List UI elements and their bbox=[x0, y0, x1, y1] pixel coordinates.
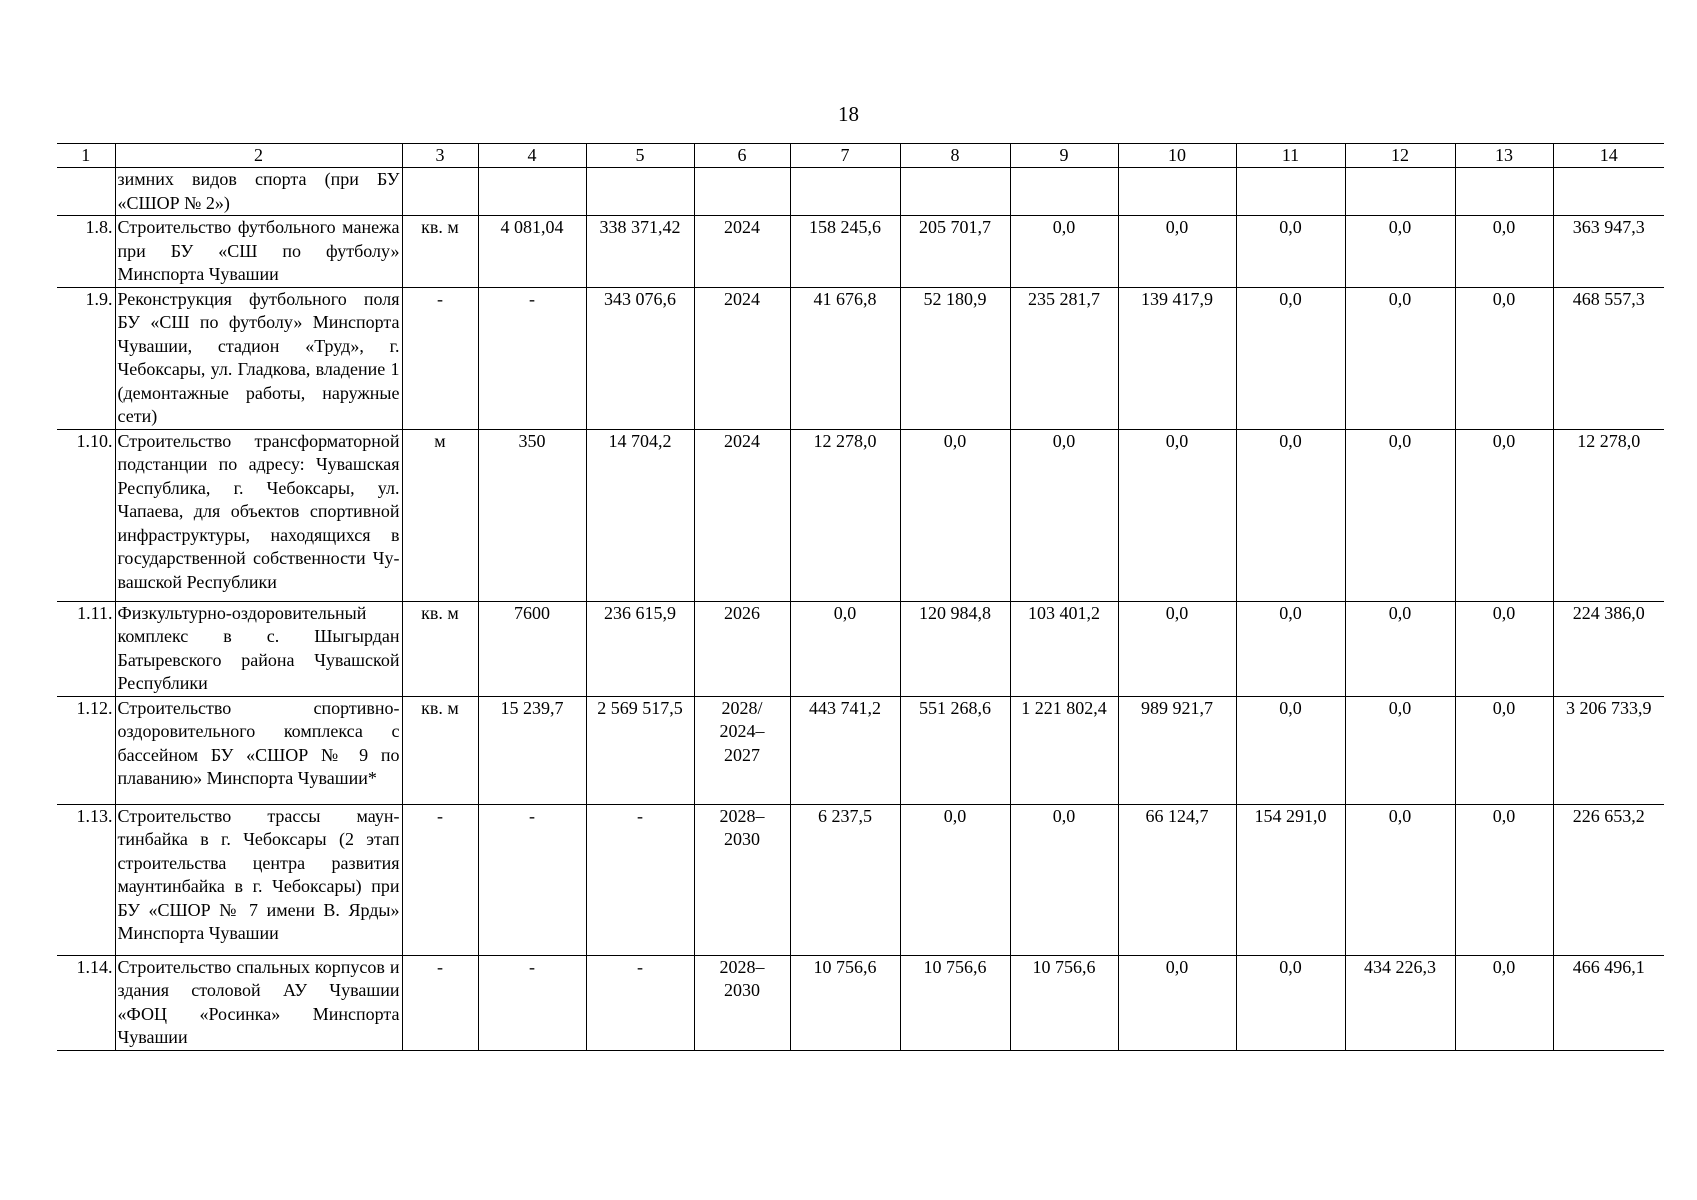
row-number: 1.8. bbox=[57, 216, 115, 288]
value-cell: 0,0 bbox=[1345, 696, 1455, 804]
table-row bbox=[57, 216, 1664, 288]
unit-cell: - bbox=[402, 955, 478, 1050]
unit-cell: - bbox=[402, 287, 478, 429]
value-cell: 0,0 bbox=[1236, 216, 1345, 288]
value-cell: 0,0 bbox=[1236, 601, 1345, 696]
period-cell: 2028– 2030 bbox=[694, 804, 790, 955]
column-header: 9 bbox=[1010, 144, 1118, 168]
value-cell: 205 701,7 bbox=[900, 216, 1010, 288]
cost-cell: - bbox=[586, 804, 694, 955]
value-cell: 0,0 bbox=[1345, 216, 1455, 288]
period-cell bbox=[694, 168, 790, 216]
capacity-cell: 350 bbox=[478, 429, 586, 601]
unit-cell: м bbox=[402, 429, 478, 601]
column-header: 1 bbox=[57, 144, 115, 168]
total-cell: 468 557,3 bbox=[1553, 287, 1664, 429]
period-cell: 2028/ 2024– 2027 bbox=[694, 696, 790, 804]
value-cell: 158 245,6 bbox=[790, 216, 900, 288]
value-cell: 52 180,9 bbox=[900, 287, 1010, 429]
total-cell bbox=[1553, 168, 1664, 216]
value-cell bbox=[1455, 168, 1553, 216]
value-cell: 0,0 bbox=[1455, 601, 1553, 696]
object-name: Реконструкция футбольного поля БУ «СШ по футболу» Минспорта Чувашии, стадион «Труд», г. Чебоксары, ул. Гладкова, владение 1 (демонтажные работы, наружные сети) bbox=[115, 287, 402, 429]
cost-cell: 2 569 517,5 bbox=[586, 696, 694, 804]
object-name: Строительство трассы маунтинбайка в г. Чебоксары (2 этап строительства центра развития маунтинбайка в г. Чебоксары) при БУ «СШОР № 7 имени В. Ярды» Минспорта Чувашии bbox=[115, 804, 402, 955]
period-cell: 2028– 2030 bbox=[694, 955, 790, 1050]
period-cell: 2024 bbox=[694, 287, 790, 429]
object-name: Строительство футбольного манежа при БУ «СШ по футболу» Минспорта Чувашии bbox=[115, 216, 402, 288]
value-cell: 434 226,3 bbox=[1345, 955, 1455, 1050]
column-header: 10 bbox=[1118, 144, 1236, 168]
total-cell: 466 496,1 bbox=[1553, 955, 1664, 1050]
value-cell bbox=[1118, 168, 1236, 216]
value-cell: 0,0 bbox=[1118, 429, 1236, 601]
object-name: Строительство трансформаторной подстанции по адресу: Чувашская Республика, г. Чебоксары, ул. Чапаева, для объектов спортивной инфраструктуры, находящихся в государственной собственности Чувашской Республики bbox=[115, 429, 402, 601]
row-number: 1.9. bbox=[57, 287, 115, 429]
unit-cell bbox=[402, 168, 478, 216]
value-cell: 6 237,5 bbox=[790, 804, 900, 955]
row-number: 1.12. bbox=[57, 696, 115, 804]
object-name: Строительство спальных корпусов и здания столовой АУ Чувашии «ФОЦ «Росинка» Минспорта Чувашии bbox=[115, 955, 402, 1050]
value-cell: 10 756,6 bbox=[1010, 955, 1118, 1050]
value-cell: 0,0 bbox=[1345, 287, 1455, 429]
table-row bbox=[57, 601, 1664, 696]
capacity-cell: 7600 bbox=[478, 601, 586, 696]
value-cell: 0,0 bbox=[1118, 955, 1236, 1050]
object-name: Строительство спортивно-оздоровительного комплекса с бассейном БУ «СШОР № 9 по плаванию» Минспорта Чувашии* bbox=[115, 696, 402, 804]
total-cell: 363 947,3 bbox=[1553, 216, 1664, 288]
page-number: 18 bbox=[838, 102, 859, 126]
column-header: 14 bbox=[1553, 144, 1664, 168]
table-row bbox=[57, 696, 1664, 804]
value-cell: 989 921,7 bbox=[1118, 696, 1236, 804]
cost-cell bbox=[586, 168, 694, 216]
object-name: зимних видов спорта (при БУ «СШОР № 2») bbox=[115, 168, 402, 216]
table-row bbox=[57, 168, 1664, 216]
total-cell: 12 278,0 bbox=[1553, 429, 1664, 601]
period-cell: 2024 bbox=[694, 429, 790, 601]
table-row bbox=[57, 429, 1664, 601]
value-cell: 0,0 bbox=[1455, 804, 1553, 955]
value-cell: 0,0 bbox=[1455, 696, 1553, 804]
value-cell: 10 756,6 bbox=[900, 955, 1010, 1050]
value-cell: 0,0 bbox=[790, 601, 900, 696]
capacity-cell: - bbox=[478, 287, 586, 429]
period-cell: 2026 bbox=[694, 601, 790, 696]
program-table bbox=[57, 143, 1664, 1051]
value-cell: 66 124,7 bbox=[1118, 804, 1236, 955]
value-cell: 0,0 bbox=[1010, 216, 1118, 288]
row-number bbox=[57, 168, 115, 216]
value-cell: 0,0 bbox=[1236, 429, 1345, 601]
capacity-cell: - bbox=[478, 955, 586, 1050]
total-cell: 224 386,0 bbox=[1553, 601, 1664, 696]
capacity-cell bbox=[478, 168, 586, 216]
value-cell: 0,0 bbox=[1010, 804, 1118, 955]
total-cell: 226 653,2 bbox=[1553, 804, 1664, 955]
column-header: 5 bbox=[586, 144, 694, 168]
value-cell: 120 984,8 bbox=[900, 601, 1010, 696]
value-cell bbox=[900, 168, 1010, 216]
value-cell bbox=[1345, 168, 1455, 216]
value-cell: 1 221 802,4 bbox=[1010, 696, 1118, 804]
unit-cell: кв. м bbox=[402, 601, 478, 696]
capacity-cell: 15 239,7 bbox=[478, 696, 586, 804]
unit-cell: - bbox=[402, 804, 478, 955]
value-cell: 0,0 bbox=[1345, 429, 1455, 601]
value-cell: 0,0 bbox=[1345, 804, 1455, 955]
value-cell: 235 281,7 bbox=[1010, 287, 1118, 429]
value-cell: 0,0 bbox=[1455, 955, 1553, 1050]
row-number: 1.11. bbox=[57, 601, 115, 696]
object-name: Физкультурно-оздоровительный комплекс в с. Шыгырдан Батыревского района Чувашской Республики bbox=[115, 601, 402, 696]
value-cell: 10 756,6 bbox=[790, 955, 900, 1050]
value-cell: 0,0 bbox=[1236, 696, 1345, 804]
table-header-row bbox=[57, 144, 1664, 168]
row-number: 1.14. bbox=[57, 955, 115, 1050]
capacity-cell: - bbox=[478, 804, 586, 955]
cost-cell: 14 704,2 bbox=[586, 429, 694, 601]
cost-cell: - bbox=[586, 955, 694, 1050]
value-cell: 12 278,0 bbox=[790, 429, 900, 601]
value-cell: 154 291,0 bbox=[1236, 804, 1345, 955]
value-cell bbox=[790, 168, 900, 216]
value-cell: 0,0 bbox=[1118, 601, 1236, 696]
value-cell: 0,0 bbox=[1455, 429, 1553, 601]
value-cell: 0,0 bbox=[1236, 287, 1345, 429]
value-cell: 139 417,9 bbox=[1118, 287, 1236, 429]
value-cell: 0,0 bbox=[1345, 601, 1455, 696]
unit-cell: кв. м bbox=[402, 696, 478, 804]
row-number: 1.13. bbox=[57, 804, 115, 955]
column-header: 12 bbox=[1345, 144, 1455, 168]
value-cell: 0,0 bbox=[1455, 287, 1553, 429]
value-cell: 0,0 bbox=[1236, 955, 1345, 1050]
cost-cell: 236 615,9 bbox=[586, 601, 694, 696]
column-header: 3 bbox=[402, 144, 478, 168]
value-cell: 0,0 bbox=[1118, 216, 1236, 288]
cost-cell: 343 076,6 bbox=[586, 287, 694, 429]
column-header: 4 bbox=[478, 144, 586, 168]
value-cell: 0,0 bbox=[900, 429, 1010, 601]
row-number: 1.10. bbox=[57, 429, 115, 601]
value-cell: 443 741,2 bbox=[790, 696, 900, 804]
table-row bbox=[57, 287, 1664, 429]
table-row bbox=[57, 804, 1664, 955]
value-cell: 0,0 bbox=[1455, 216, 1553, 288]
column-header: 13 bbox=[1455, 144, 1553, 168]
column-header: 2 bbox=[115, 144, 402, 168]
column-header: 6 bbox=[694, 144, 790, 168]
table-row bbox=[57, 955, 1664, 1050]
unit-cell: кв. м bbox=[402, 216, 478, 288]
value-cell bbox=[1010, 168, 1118, 216]
value-cell: 41 676,8 bbox=[790, 287, 900, 429]
value-cell: 103 401,2 bbox=[1010, 601, 1118, 696]
total-cell: 3 206 733,9 bbox=[1553, 696, 1664, 804]
value-cell bbox=[1236, 168, 1345, 216]
column-header: 7 bbox=[790, 144, 900, 168]
value-cell: 0,0 bbox=[1010, 429, 1118, 601]
period-cell: 2024 bbox=[694, 216, 790, 288]
capacity-cell: 4 081,04 bbox=[478, 216, 586, 288]
cost-cell: 338 371,42 bbox=[586, 216, 694, 288]
column-header: 8 bbox=[900, 144, 1010, 168]
column-header: 11 bbox=[1236, 144, 1345, 168]
value-cell: 551 268,6 bbox=[900, 696, 1010, 804]
value-cell: 0,0 bbox=[900, 804, 1010, 955]
